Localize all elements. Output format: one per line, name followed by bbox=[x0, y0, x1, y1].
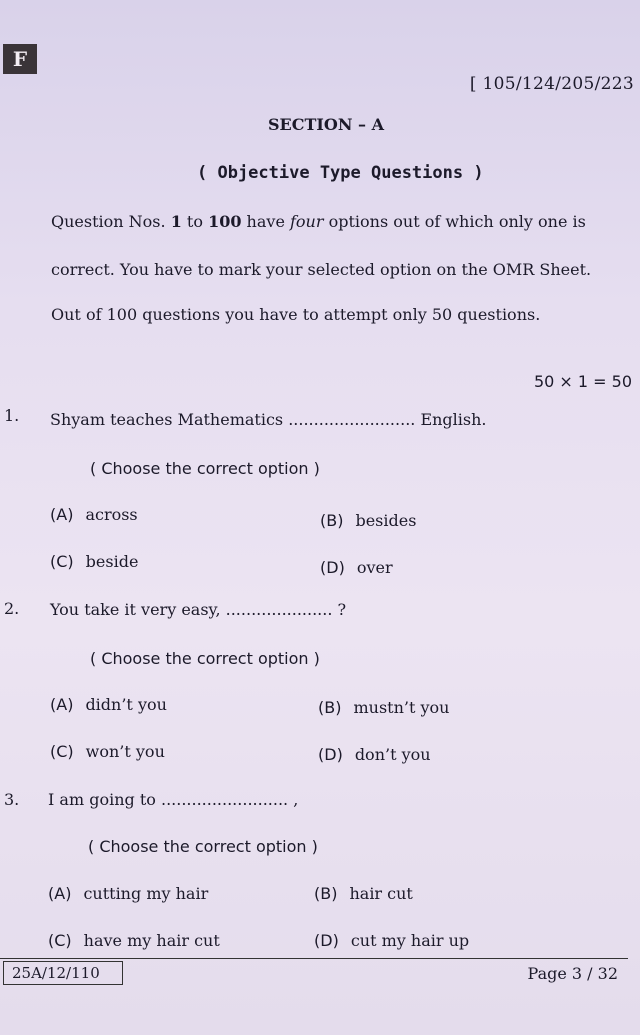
option-d[interactable] bbox=[314, 931, 469, 950]
question-instruction: ( Choose the correct option ) bbox=[90, 649, 320, 668]
option-c[interactable] bbox=[50, 742, 165, 761]
option-letter: (B) bbox=[318, 698, 342, 717]
option-text: over bbox=[356, 558, 393, 577]
option-letter: (C) bbox=[50, 552, 74, 571]
option-text: won’t you bbox=[85, 742, 165, 761]
option-letter: (D) bbox=[320, 558, 345, 577]
option-letter: (D) bbox=[314, 931, 339, 950]
option-letter: (A) bbox=[50, 505, 74, 524]
option-text: cut my hair up bbox=[350, 931, 470, 950]
instruction-text: Question Nos. bbox=[51, 212, 171, 231]
footer-divider bbox=[0, 958, 628, 959]
instruction-text: to bbox=[181, 212, 209, 231]
question-number: 1. bbox=[4, 406, 20, 425]
question-number: 2. bbox=[4, 599, 20, 618]
option-letter: (A) bbox=[48, 884, 72, 903]
instruction-emphasis: four bbox=[290, 212, 324, 231]
option-c[interactable] bbox=[50, 552, 138, 571]
option-letter: (D) bbox=[318, 745, 343, 764]
section-title: SECTION – A bbox=[268, 115, 384, 134]
option-text: hair cut bbox=[349, 884, 413, 903]
instruction-number: 1 bbox=[170, 212, 182, 231]
option-b[interactable] bbox=[318, 698, 449, 717]
question-instruction: ( Choose the correct option ) bbox=[90, 459, 320, 478]
option-a[interactable] bbox=[50, 505, 138, 524]
instruction-text: options out of which only one is bbox=[323, 212, 586, 231]
booklet-code: 25A/12/110 bbox=[3, 961, 123, 985]
question-text: I am going to ......................... , bbox=[48, 790, 299, 809]
option-d[interactable] bbox=[320, 558, 393, 577]
question-text: You take it very easy, ..................... ? bbox=[50, 600, 347, 619]
question-text: Shyam teaches Mathematics ......................... English. bbox=[50, 410, 487, 429]
option-text: didn’t you bbox=[85, 695, 167, 714]
option-a[interactable] bbox=[50, 695, 167, 714]
option-d[interactable] bbox=[318, 745, 431, 764]
option-text: don’t you bbox=[354, 745, 431, 764]
instruction-number: 100 bbox=[208, 212, 242, 231]
instruction-line-3: Out of 100 questions you have to attempt only 50 questions. bbox=[51, 305, 541, 324]
option-text: have my hair cut bbox=[83, 931, 220, 950]
option-text: besides bbox=[355, 511, 417, 530]
paper-code: [ 105/124/205/223 bbox=[469, 74, 634, 94]
option-text: cutting my hair bbox=[83, 884, 209, 903]
question-instruction: ( Choose the correct option ) bbox=[88, 837, 318, 856]
page-number: Page 3 / 32 bbox=[527, 964, 618, 983]
option-letter: (B) bbox=[320, 511, 344, 530]
instruction-line-1 bbox=[51, 212, 586, 231]
option-text: across bbox=[85, 505, 138, 524]
option-a[interactable] bbox=[48, 884, 208, 903]
option-text: mustn’t you bbox=[353, 698, 450, 717]
option-text: beside bbox=[85, 552, 139, 571]
question-number: 3. bbox=[4, 790, 20, 809]
option-b[interactable] bbox=[320, 511, 416, 530]
option-b[interactable] bbox=[314, 884, 413, 903]
option-c[interactable] bbox=[48, 931, 220, 950]
paper-set-logo: F bbox=[3, 44, 37, 74]
marks-scheme: 50 × 1 = 50 bbox=[533, 372, 632, 391]
instruction-line-2: correct. You have to mark your selected option on the OMR Sheet. bbox=[51, 260, 592, 279]
option-letter: (A) bbox=[50, 695, 74, 714]
option-letter: (C) bbox=[50, 742, 74, 761]
option-letter: (C) bbox=[48, 931, 72, 950]
instruction-text: have bbox=[241, 212, 290, 231]
option-letter: (B) bbox=[314, 884, 338, 903]
section-subtitle: ( Objective Type Questions ) bbox=[197, 163, 484, 183]
